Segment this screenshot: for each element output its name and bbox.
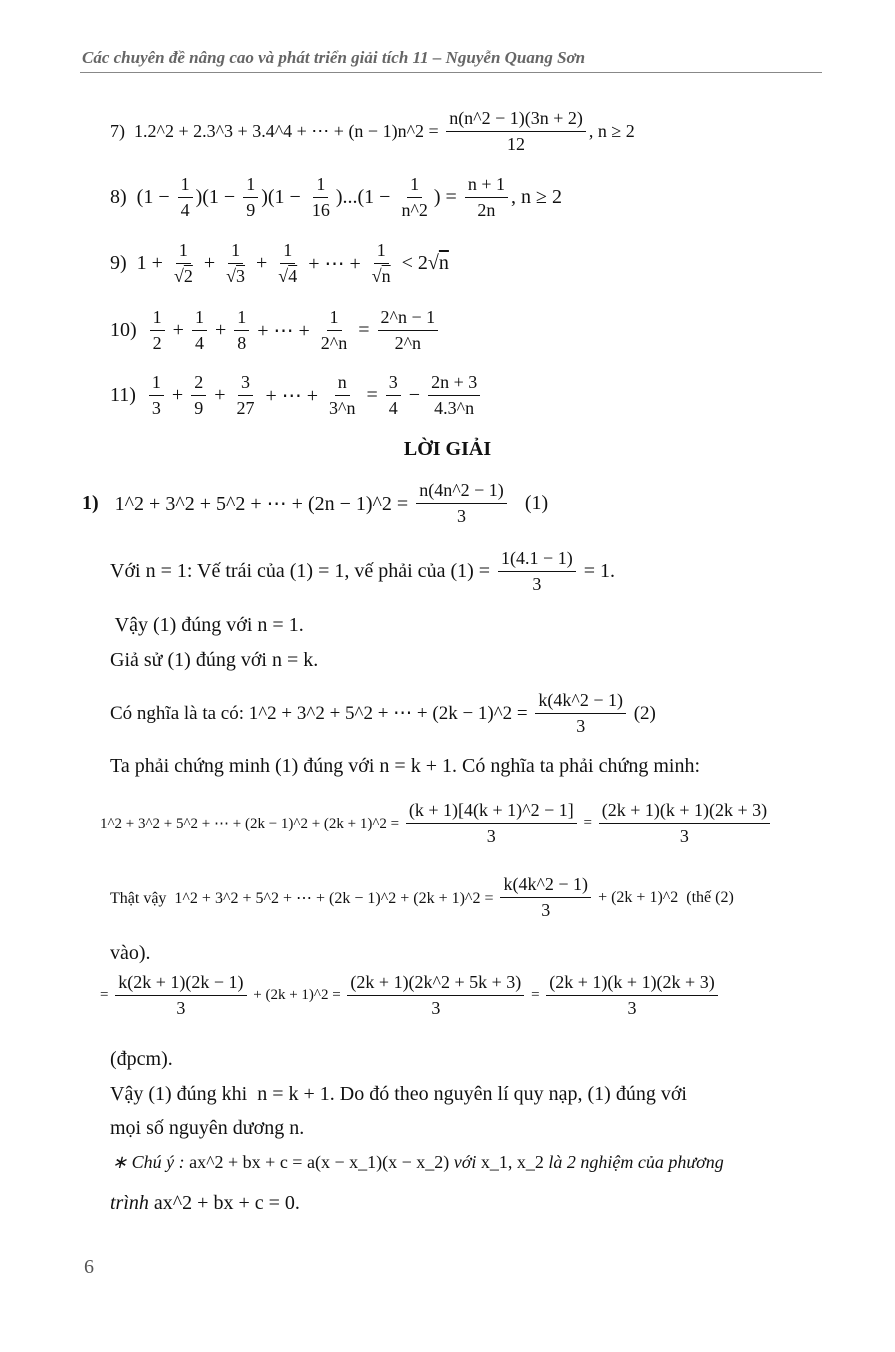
- denominator: [171, 264, 196, 287]
- math-text: 1: [410, 174, 420, 194]
- numerator: [243, 174, 258, 198]
- identity-9: [110, 240, 449, 287]
- fraction: [369, 240, 394, 287]
- fraction: [326, 372, 358, 419]
- math-text: Với n = 1: Vế trái của (1) = 1, vế phải của (1) =: [110, 560, 496, 582]
- math-text: + (2k + 1)^2 (thế (2): [594, 888, 734, 906]
- math-text: 3: [457, 506, 467, 526]
- math-text: + ⋯ +: [303, 253, 366, 275]
- goal-equation: [100, 800, 773, 847]
- numerator: [347, 972, 524, 996]
- denominator: [192, 331, 207, 354]
- fraction: [149, 372, 164, 419]
- math-text: 2^n: [320, 333, 348, 353]
- math-text: =: [100, 987, 113, 1003]
- fraction: [150, 307, 165, 354]
- denominator: [398, 198, 430, 221]
- numerator: [446, 108, 586, 132]
- math-text: 3: [627, 998, 637, 1018]
- denominator: [369, 264, 394, 287]
- math-text: (k + 1)[4(k + 1)^2 − 1]: [408, 800, 574, 820]
- radical-sign: √: [278, 266, 289, 286]
- math-text: 1^2 + 3^2 + 5^2 + ⋯ + (2n − 1)^2 =: [104, 493, 414, 515]
- math-text: +: [209, 384, 231, 406]
- denominator: [309, 198, 333, 221]
- fraction: [599, 800, 770, 847]
- solution-title: LỜI GIẢI: [403, 438, 492, 460]
- base-case-conclusion: [110, 614, 304, 637]
- numerator: [386, 372, 401, 396]
- radicand: 3: [236, 266, 246, 286]
- hypothesis-equation: [110, 690, 656, 737]
- math-text: 2^n: [394, 333, 422, 353]
- math-text: ax^2 + bx + c = a(x − x_1)(x − x_2): [184, 1152, 454, 1172]
- math-text: )(1 −: [261, 186, 306, 208]
- numerator: [149, 372, 164, 396]
- italic-text: với: [453, 1152, 477, 1172]
- square-root: [226, 266, 245, 286]
- math-text: vào).: [110, 942, 151, 964]
- conclusion: [110, 1083, 687, 1106]
- math-text: 3: [176, 998, 186, 1018]
- radicand: 2: [183, 266, 193, 286]
- math-text: =: [527, 987, 544, 1003]
- numerator: [378, 307, 439, 331]
- math-text: 16: [311, 200, 330, 220]
- identity-8: [110, 174, 562, 221]
- math-text: (2k + 1)(k + 1)(2k + 3): [601, 800, 768, 820]
- math-text: 4: [180, 200, 190, 220]
- math-text: 27: [236, 398, 255, 418]
- math-text: Thật vậy 1^2 + 3^2 + 5^2 + ⋯ + (2k − 1)^2 + (2k + 1)^2 =: [110, 889, 498, 907]
- denominator: [150, 331, 165, 354]
- fraction: [465, 174, 508, 221]
- math-text: =: [361, 384, 383, 406]
- math-text: 1: [283, 240, 293, 260]
- italic-text: là 2 nghiệm của phương: [548, 1152, 724, 1172]
- fraction: [191, 372, 206, 419]
- denominator: [191, 396, 206, 419]
- proof-step-1: [110, 874, 734, 921]
- italic-text: trình: [110, 1192, 149, 1214]
- math-text: +: [198, 252, 221, 274]
- radical-sign: √: [427, 252, 439, 274]
- numerator: [546, 972, 717, 996]
- math-text: 4.3^n: [434, 398, 475, 418]
- denominator: [173, 996, 188, 1019]
- math-text: =: [353, 319, 375, 341]
- fraction: [428, 372, 480, 419]
- math-text: 1: [151, 372, 161, 392]
- math-text: 3: [240, 372, 250, 392]
- fraction: [446, 108, 586, 155]
- numerator: [407, 174, 422, 198]
- fraction: [318, 307, 350, 354]
- math-text: 9: [194, 398, 204, 418]
- denominator: [484, 824, 499, 847]
- numerator: [406, 800, 577, 824]
- square-root: [372, 266, 391, 286]
- italic-text: ∗ Chú ý :: [112, 1152, 185, 1172]
- math-text: 3: [388, 372, 398, 392]
- radical-sign: √: [173, 266, 184, 286]
- denominator: [538, 898, 553, 921]
- bold-label: 1): [82, 492, 99, 514]
- math-text: +: [167, 319, 189, 341]
- denominator: [573, 714, 588, 737]
- math-text: +: [251, 252, 273, 274]
- numerator: [599, 800, 770, 824]
- proof-step-2: [100, 972, 721, 1019]
- fraction: [546, 972, 717, 1019]
- fraction: [309, 174, 333, 221]
- math-text: 2: [152, 333, 162, 353]
- fraction: [386, 372, 401, 419]
- math-text: 2n: [477, 200, 496, 220]
- numerator: [500, 874, 591, 898]
- math-text: 1: [194, 307, 204, 327]
- math-text: n(4n^2 − 1): [419, 480, 504, 500]
- denominator: [223, 264, 248, 287]
- math-text: 1^2 + 3^2 + 5^2 + ⋯ + (2k − 1)^2 + (2k + 1)^2 =: [100, 816, 403, 832]
- math-text: 11): [110, 384, 146, 406]
- square-root: [278, 266, 297, 286]
- denominator: [624, 996, 639, 1019]
- math-text: 12: [507, 134, 526, 154]
- fraction: [115, 972, 246, 1019]
- denominator: [677, 824, 692, 847]
- fraction: [416, 480, 507, 527]
- square-root: [174, 266, 193, 286]
- math-text: 2n + 3: [431, 372, 478, 392]
- fraction: [398, 174, 430, 221]
- math-text: , n ≥ 2: [511, 186, 562, 208]
- math-text: + (2k + 1)^2 =: [249, 987, 345, 1003]
- math-text: 1: [329, 307, 339, 327]
- conclusion-cont: [110, 1117, 304, 1140]
- math-text: n^2: [401, 200, 428, 220]
- math-text: 8: [237, 333, 247, 353]
- math-text: 3: [431, 998, 441, 1018]
- math-text: mọi số nguyên dương n.: [110, 1117, 305, 1139]
- denominator: [275, 264, 300, 287]
- math-text: 1: [152, 307, 162, 327]
- math-text: 3^n: [329, 398, 356, 418]
- math-text: 1: [178, 240, 188, 260]
- math-text: n: [337, 372, 347, 392]
- denominator: [529, 572, 544, 595]
- math-text: 4: [388, 398, 398, 418]
- numerator: [176, 240, 191, 264]
- fraction: [234, 307, 249, 354]
- radical-sign: √: [226, 266, 237, 286]
- fraction: [178, 174, 193, 221]
- note: [112, 1152, 724, 1173]
- radicand: n: [381, 266, 391, 286]
- math-text: Giả sử (1) đúng với n = k.: [110, 649, 319, 671]
- math-text: )...(1 −: [335, 186, 396, 208]
- math-text: 1: [316, 174, 326, 194]
- numerator: [228, 240, 243, 264]
- denominator: [243, 198, 258, 221]
- math-text: n + 1: [467, 174, 505, 194]
- numerator: [498, 548, 576, 572]
- fraction: [192, 307, 207, 354]
- goal-text: [110, 755, 700, 778]
- numerator: [535, 690, 626, 714]
- math-text: , n ≥ 2: [588, 121, 635, 141]
- fraction: [498, 548, 576, 595]
- math-text: 7) 1.2^2 + 2.3^3 + 3.4^4 + ⋯ + (n − 1)n^2 =: [110, 121, 444, 141]
- math-text: n(n^2 − 1)(3n + 2): [449, 108, 583, 128]
- square-root: [428, 252, 449, 275]
- math-text: 3: [532, 574, 542, 594]
- radical-sign: √: [371, 266, 382, 286]
- denominator: [386, 396, 401, 419]
- math-text: Vậy (1) đúng với n = 1.: [110, 614, 304, 636]
- math-text: 9) 1 +: [110, 252, 168, 274]
- math-text: Có nghĩa là ta có: 1^2 + 3^2 + 5^2 + ⋯ + (2k − 1)^2 =: [110, 703, 533, 724]
- numerator: [327, 307, 342, 331]
- math-text: k(2k + 1)(2k − 1): [118, 972, 244, 992]
- math-text: < 2: [396, 252, 428, 274]
- math-text: k(4k^2 − 1): [503, 874, 589, 894]
- math-text: k(4k^2 − 1): [538, 690, 623, 710]
- math-text: Vậy (1) đúng khi n = k + 1. Do đó theo nguyên lí quy nạp, (1) đúng với: [110, 1083, 687, 1105]
- math-text: (2k + 1)(k + 1)(2k + 3): [549, 972, 715, 992]
- math-text: ax^2 + bx + c = 0.: [148, 1192, 300, 1214]
- numerator: [192, 307, 207, 331]
- numerator: [280, 240, 295, 264]
- denominator: [428, 996, 443, 1019]
- denominator: [431, 396, 477, 419]
- numerator: [115, 972, 246, 996]
- math-text: 1: [376, 240, 386, 260]
- math-text: (2): [628, 702, 656, 724]
- numerator: [191, 372, 206, 396]
- running-header: Các chuyên đề nâng cao và phát triển giải tích 11 – Nguyễn Quang Sơn: [82, 48, 586, 67]
- fraction: [171, 240, 196, 287]
- fraction: [406, 800, 577, 847]
- math-text: 1: [246, 174, 256, 194]
- math-text: 10): [110, 319, 147, 341]
- math-text: (2k + 1)(2k^2 + 5k + 3): [350, 972, 522, 992]
- math-text: 1: [237, 307, 247, 327]
- math-text: 3: [486, 826, 496, 846]
- math-text: 3: [151, 398, 161, 418]
- note-cont: [110, 1192, 300, 1215]
- numerator: [313, 174, 328, 198]
- denominator: [326, 396, 358, 419]
- fraction: [233, 372, 257, 419]
- math-text: +: [209, 319, 232, 341]
- math-text: 2^n − 1: [380, 307, 436, 327]
- math-text: x_1, x_2: [476, 1152, 549, 1172]
- math-text: 2: [194, 372, 204, 392]
- numerator: [428, 372, 480, 396]
- numerator: [374, 240, 389, 264]
- numerator: [178, 174, 193, 198]
- fraction: [535, 690, 626, 737]
- math-text: 1: [180, 174, 190, 194]
- math-text: Ta phải chứng minh (1) đúng với n = k + 1. Có nghĩa ta phải chứng minh:: [110, 755, 700, 777]
- math-text: 8) (1 −: [110, 186, 175, 208]
- denominator: [234, 331, 249, 354]
- math-text: + ⋯ +: [260, 385, 324, 407]
- math-text: 1: [231, 240, 241, 260]
- math-text: 3: [679, 826, 689, 846]
- fraction: [275, 240, 300, 287]
- radicand: 4: [288, 266, 298, 286]
- math-text: +: [166, 384, 189, 406]
- denominator: [178, 198, 193, 221]
- fraction: [347, 972, 524, 1019]
- fraction: [243, 174, 258, 221]
- proof-step-1-cont: [110, 942, 151, 965]
- math-text: 3: [541, 900, 551, 920]
- hypothesis: [110, 649, 318, 672]
- denominator: [454, 504, 469, 527]
- numerator: [465, 174, 508, 198]
- denominator: [318, 331, 350, 354]
- fraction: [500, 874, 591, 921]
- math-text: (1): [509, 492, 549, 514]
- numerator: [416, 480, 507, 504]
- math-text: + ⋯ +: [252, 320, 315, 342]
- fraction: [378, 307, 439, 354]
- denominator: [504, 132, 528, 155]
- identity-10: [110, 307, 441, 354]
- fraction: [223, 240, 248, 287]
- math-text: 1(4.1 − 1): [501, 548, 573, 568]
- denominator: [392, 331, 424, 354]
- numerator: [234, 307, 249, 331]
- math-text: 3: [576, 716, 586, 736]
- math-text: −: [403, 384, 426, 406]
- solution-1-statement: [82, 480, 548, 527]
- math-text: 9: [246, 200, 256, 220]
- math-text: = 1.: [578, 560, 615, 582]
- base-case: [110, 548, 615, 595]
- identity-7: [110, 108, 635, 155]
- math-text: ) =: [433, 186, 462, 208]
- denominator: [474, 198, 498, 221]
- math-text: (đpcm).: [110, 1048, 173, 1070]
- denominator: [149, 396, 164, 419]
- identity-11: [110, 372, 483, 419]
- radicand: n: [438, 252, 449, 274]
- header-rule: [80, 72, 822, 73]
- denominator: [233, 396, 257, 419]
- qed: [110, 1048, 173, 1071]
- numerator: [150, 307, 165, 331]
- numerator: [238, 372, 253, 396]
- math-text: =: [579, 815, 596, 831]
- math-text: )(1 −: [195, 186, 241, 208]
- page-number: 6: [84, 1256, 94, 1278]
- numerator: [335, 372, 350, 396]
- math-text: 4: [194, 333, 204, 353]
